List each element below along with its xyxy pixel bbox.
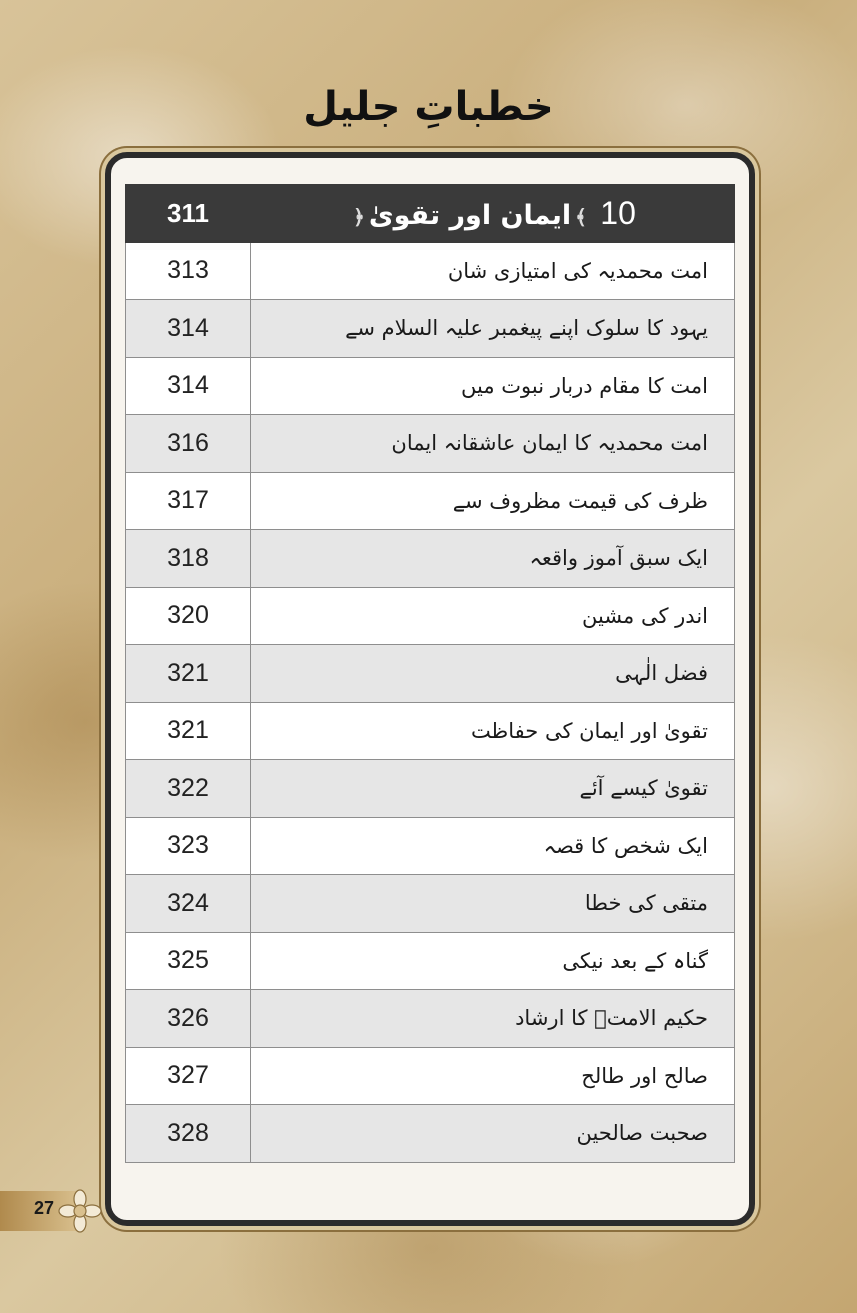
entry-title: صحبت صالحین — [251, 1105, 735, 1163]
entry-page: 323 — [126, 817, 251, 875]
table-row — [126, 357, 735, 415]
book-title: خطباتِ جلیل — [303, 84, 554, 130]
flower-ornament-icon — [58, 1189, 102, 1233]
entry-title: صالح اور طالح — [251, 1047, 735, 1105]
table-row — [126, 530, 735, 588]
chapter-heading — [251, 185, 735, 243]
entry-page: 321 — [126, 645, 251, 703]
entry-title: حکیم الامتؒ کا ارشاد — [251, 990, 735, 1048]
table-row — [126, 645, 735, 703]
table-row — [126, 1047, 735, 1105]
ornament-right: ﴿ — [353, 204, 365, 229]
entry-page: 326 — [126, 990, 251, 1048]
entry-title: امت کا مقام دربار نبوت میں — [251, 357, 735, 415]
entry-page: 325 — [126, 932, 251, 990]
entry-page: 313 — [126, 242, 251, 300]
entry-page: 320 — [126, 587, 251, 645]
entry-page: 318 — [126, 530, 251, 588]
entry-title: تقویٰ اور ایمان کی حفاظت — [251, 702, 735, 760]
contents-table — [125, 184, 735, 1163]
entry-title: ظرف کی قیمت مظروف سے — [251, 472, 735, 530]
page-number: 27 — [34, 1198, 55, 1218]
entry-page: 321 — [126, 702, 251, 760]
entry-page: 324 — [126, 875, 251, 933]
chapter-title: ایمان اور تقویٰ — [368, 199, 572, 231]
table-row — [126, 415, 735, 473]
entry-title: ایک شخص کا قصہ — [251, 817, 735, 875]
table-row — [126, 472, 735, 530]
entry-page: 327 — [126, 1047, 251, 1105]
table-row — [126, 932, 735, 990]
entry-page: 322 — [126, 760, 251, 818]
table-row — [126, 875, 735, 933]
entry-page: 316 — [126, 415, 251, 473]
entry-title: تقویٰ کیسے آئے — [251, 760, 735, 818]
table-row — [126, 242, 735, 300]
entry-title: اندر کی مشین — [251, 587, 735, 645]
entry-page: 314 — [126, 357, 251, 415]
entry-title: گناہ کے بعد نیکی — [251, 932, 735, 990]
table-row — [126, 587, 735, 645]
entry-page: 328 — [126, 1105, 251, 1163]
table-row — [126, 702, 735, 760]
entry-page: 314 — [126, 300, 251, 358]
entry-title: فضل الٰہی — [251, 645, 735, 703]
entry-title: متقی کی خطا — [251, 875, 735, 933]
table-row — [126, 760, 735, 818]
table-row — [126, 817, 735, 875]
entry-title: امت محمدیہ کا ایمان عاشقانہ ایمان — [251, 415, 735, 473]
entry-title: ایک سبق آموز واقعہ — [251, 530, 735, 588]
chapter-header-row — [126, 185, 735, 243]
table-row — [126, 990, 735, 1048]
chapter-page-number: 311 — [126, 185, 251, 243]
table-row — [126, 1105, 735, 1163]
entry-page: 317 — [126, 472, 251, 530]
table-row — [126, 300, 735, 358]
entry-title: یہود کا سلوک اپنے پیغمبر علیہ السلام سے — [251, 300, 735, 358]
entry-title: امت محمدیہ کی امتیازی شان — [251, 242, 735, 300]
chapter-number: 10 — [600, 194, 636, 231]
ornament-left: ﴾ — [575, 204, 587, 229]
